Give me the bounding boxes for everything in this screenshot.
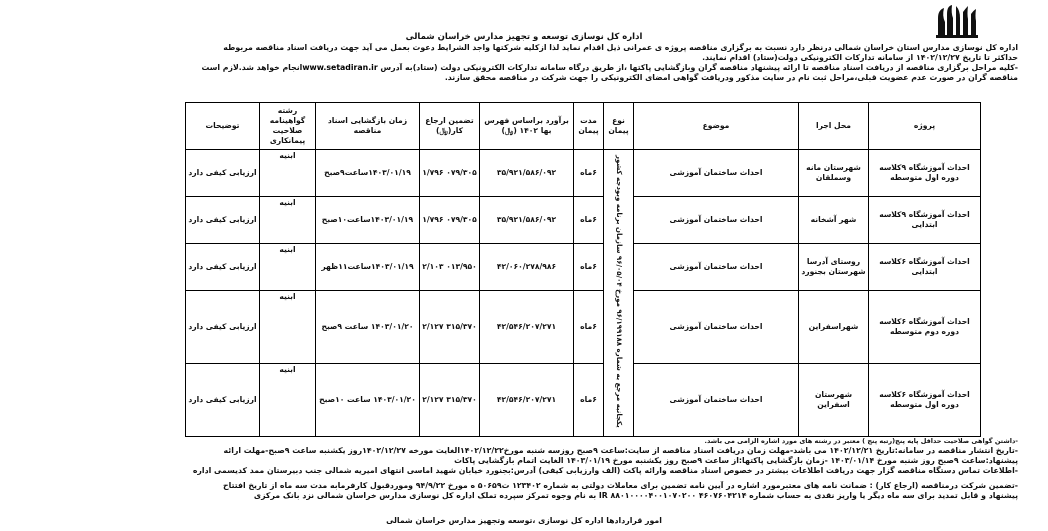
cell-field: ابنیه — [260, 244, 316, 291]
cell-subject: احداث ساختمان آموزشی — [634, 244, 799, 291]
footer-line-5: پیشنهاد و قابل تمدید برای سه ماه دیگر یا واریز نقدی به حساب شماره ۴۶۰۷۶۰۴۲۱۴ IR ۸۸۰۱۰۰۰۰۴۰۰۱۰۷۰۲۰۰ به نام وجوه تمرکز سپرده تملک اداره کل نوسازی مدارس خراسان شمالی نزد بانک مرکزی — [253, 491, 1018, 500]
header-notes: توضیحات — [186, 103, 260, 150]
cell-subject: احداث ساختمان آموزشی — [634, 291, 799, 364]
header-line-2: حداکثر تا تاریخ ۱۴۰۲/۱۲/۲۷ از سامانه تدارکات الکترونیکی دولت(ستاد) اقدام نمایند. — [702, 53, 1018, 62]
table-row — [186, 291, 981, 364]
header-title: اداره کل نوسازی توسعه و تجهیز مدارس خراسان شمالی — [405, 32, 643, 42]
cell-field: ابنیه — [260, 364, 316, 437]
cell-opening: ۱۴۰۳/۰۱/۱۹ساعت۹صبح — [316, 150, 420, 197]
header-location: محل اجرا — [799, 103, 869, 150]
cell-estimate: ۳۵/۹۲۱/۵۸۶/۰۹۲ — [480, 197, 574, 244]
cell-location: شهراسفراین — [799, 291, 869, 364]
cell-notes: ارزیابی کیفی دارد — [186, 291, 260, 364]
cell-notes: ارزیابی کیفی دارد — [186, 150, 260, 197]
cell-location: شهر آشخانه — [799, 197, 869, 244]
header-line-3-text: -کلیه مراحل برگزاری مناقصه از دریافت اسناد مناقصه تا ارائه پیشنهاد مناقصه گران وبازگشایی پاکتها ،از طریق درگاه سامانه تدارکات الکترونیکی دولت (ستاد)به آدرس — [380, 63, 1018, 72]
cell-duration: ۶ماه — [574, 291, 604, 364]
cell-contract-type — [604, 150, 634, 437]
header-estimate: برآورد براساس فهرس بها ۱۴۰۲ (﷼) — [480, 103, 574, 150]
header-project: پروژه — [869, 103, 981, 150]
cell-opening: ۱۴۰۳/۰۱/۲۰ ساعت ۹صبح — [316, 291, 420, 364]
table-row — [186, 244, 981, 291]
footer-line-1: -تاریخ انتشار مناقصه در سامانه:تاریخ ۱۴۰۲/۱۲/۲۱ می باشد-مهلت زمان دریافت اسناد مناقصه از سایت:ساعت ۹صبح روزسه شنبه مورخ۱۴۰۲/۱۲/۲۲الغایت مورخه ۱۴۰۲/۱۲/۲۷روز یکشنبه ساعت ۹صبح-مهلت ارائه — [223, 446, 1018, 455]
header-opening: زمان بازگشایی اسناد مناقصه — [316, 103, 420, 150]
cell-opening: ۱۴۰۳/۰۱/۲۰ ساعت ۱۰صبح — [316, 364, 420, 437]
cell-opening: ۱۴۰۳/۰۱/۱۹ساعت۱۱ظهر — [316, 244, 420, 291]
cell-notes: ارزیابی کیفی دارد — [186, 197, 260, 244]
header-contract-type: نوع پیمان — [604, 103, 634, 150]
cell-subject: احداث ساختمان آموزشی — [634, 364, 799, 437]
cell-location: شهرستان اسفراین — [799, 364, 869, 437]
cell-project: احداث آموزشگاه ۹کلاسه ابتدایی — [869, 197, 981, 244]
footer-note: -داشتن گواهی صلاحیت حداقل پایه پنج(رتبه پنج ) معتبر در رشته های مورد اشاره الزامی می باشد. — [704, 437, 1018, 445]
cell-duration: ۶ماه — [574, 364, 604, 437]
cell-duration: ۶ماه — [574, 197, 604, 244]
tender-table — [185, 102, 981, 437]
cell-subject: احداث ساختمان آموزشی — [634, 197, 799, 244]
contract-type-text: یکجانبه مرجع به شماره ۹۶/۱۹۹۱۸۸ مورخ ۹۶/۰۵/۰۴ سازمان برنامه وبودجه کشور — [615, 155, 623, 428]
footer-line-4: -تضمین شرکت درمناقصه (ارجاع کار) : ضمانت نامه های معتبرمورد اشاره در آیین نامه تضمین برای معاملات دولتی به شماره ۱۲۳۴۰۲ ت۵۰۶۵۹ ه مورخ ۹۴/۹/۲۲ وموردقبول کارفرمابه مدت سه ماه از تاریخ افتتاح — [223, 481, 1018, 490]
cell-project: احداث آموزشگاه ۹کلاسه دوره اول متوسطه — [869, 150, 981, 197]
cell-estimate: ۳۵/۹۲۱/۵۸۶/۰۹۲ — [480, 150, 574, 197]
cell-field: ابنیه — [260, 197, 316, 244]
cell-notes: ارزیابی کیفی دارد — [186, 364, 260, 437]
emblem-logo — [930, 4, 982, 38]
header-guarantee: تضمین ارجاع کار(﷼) — [420, 103, 480, 150]
cell-guarantee: ۰۱۳/۹۵۰ ۲/۱۰۳ — [420, 244, 480, 291]
header-line-1: اداره کل نوسازی مدارس استان خراسان شمالی درنظر دارد نسبت به برگزاری مناقصه پروژه ی عمرانی ذیل اقدام نماید لذا ازکلیه شرکتها واجد الشرایط دعوت بعمل می آید جهت دریافت اسناد مناقصه مربوطه — [223, 43, 1018, 52]
cell-notes: ارزیابی کیفی دارد — [186, 244, 260, 291]
cell-location: روستای آدرسا شهرستان بجنورد — [799, 244, 869, 291]
header-subject: موضوع — [634, 103, 799, 150]
cell-guarantee: ۰۷۹/۳۰۵ ۱/۷۹۶ — [420, 197, 480, 244]
cell-project: احداث آموزشگاه ۶کلاسه دوره دوم متوسطه — [869, 291, 981, 364]
header-field: رشته گواهینامه صلاحیت پیمانکاری — [260, 103, 316, 150]
cell-estimate: ۴۲/۵۴۶/۲۰۷/۲۷۱ — [480, 364, 574, 437]
cell-project: احداث آموزشگاه ۶کلاسه دوره اول متوسطه — [869, 364, 981, 437]
footer-line-3: -اطلاعات تماس دستگاه مناقصه گزار جهت دریافت اطلاعات بیشتر در خصوص اسناد مناقصه وارائه پاکت (الف وارزیابی کیفی) آدرس:بجنورد خیابان شهید اماسی انتهای امیریه شمالی جنب دبیرستان ممد کدیسمی اداره — [192, 466, 1018, 475]
signature: امور قراردادها اداره کل نوسازی ،توسعه وتجهیز مدارس خراسان شمالی — [386, 516, 662, 525]
footer-line-2: پیشنهاد:ساعت ۹صبح روز شنبه مورخ ۱۴۰۳/۰۱/۱۴ -زمان بازگشایی پاکتها:از ساعت ۹صبح روز یکشنبه مورخ ۱۴۰۳/۰۱/۱۹ الغایت اتمام بازگشایی پاکات — [454, 456, 1018, 465]
cell-duration: ۶ماه — [574, 244, 604, 291]
cell-guarantee: ۳۱۵/۳۷۰ ۲/۱۲۷ — [420, 291, 480, 364]
header-line-4: مناقصه گران در صورت عدم عضویت قبلی،مراحل ثبت نام در سایت مذکور ودریافت گواهی امضای الکترونیکی را جهت شرکت در مناقصه محقق سازند. — [444, 73, 1018, 82]
cell-opening: ۱۴۰۳/۰۱/۱۹ساعت۱۰صبح — [316, 197, 420, 244]
setad-link[interactable]: www.setadiran.ir — [302, 63, 378, 72]
header-duration: مدت پیمان — [574, 103, 604, 150]
cell-estimate: ۴۲/۰۶۰/۲۷۸/۹۸۶ — [480, 244, 574, 291]
header-line-3-end: انجام خواهد شد.لازم است — [201, 63, 303, 72]
table-header-row — [186, 103, 981, 150]
cell-guarantee: ۳۱۵/۳۷۰ ۲/۱۲۷ — [420, 364, 480, 437]
cell-estimate: ۴۲/۵۴۶/۲۰۷/۲۷۱ — [480, 291, 574, 364]
cell-subject: احداث ساختمان آموزشی — [634, 150, 799, 197]
cell-field: ابنیه — [260, 150, 316, 197]
cell-duration: ۶ماه — [574, 150, 604, 197]
table-row — [186, 197, 981, 244]
header-line-3 — [30, 63, 1018, 73]
cell-location: شهرستان مانه وسملقان — [799, 150, 869, 197]
table-row — [186, 364, 981, 437]
cell-guarantee: ۰۷۹/۳۰۵ ۱/۷۹۶ — [420, 150, 480, 197]
table-row — [186, 150, 981, 197]
cell-project: احداث آموزشگاه ۶کلاسه ابتدایی — [869, 244, 981, 291]
cell-field: ابنیه — [260, 291, 316, 364]
